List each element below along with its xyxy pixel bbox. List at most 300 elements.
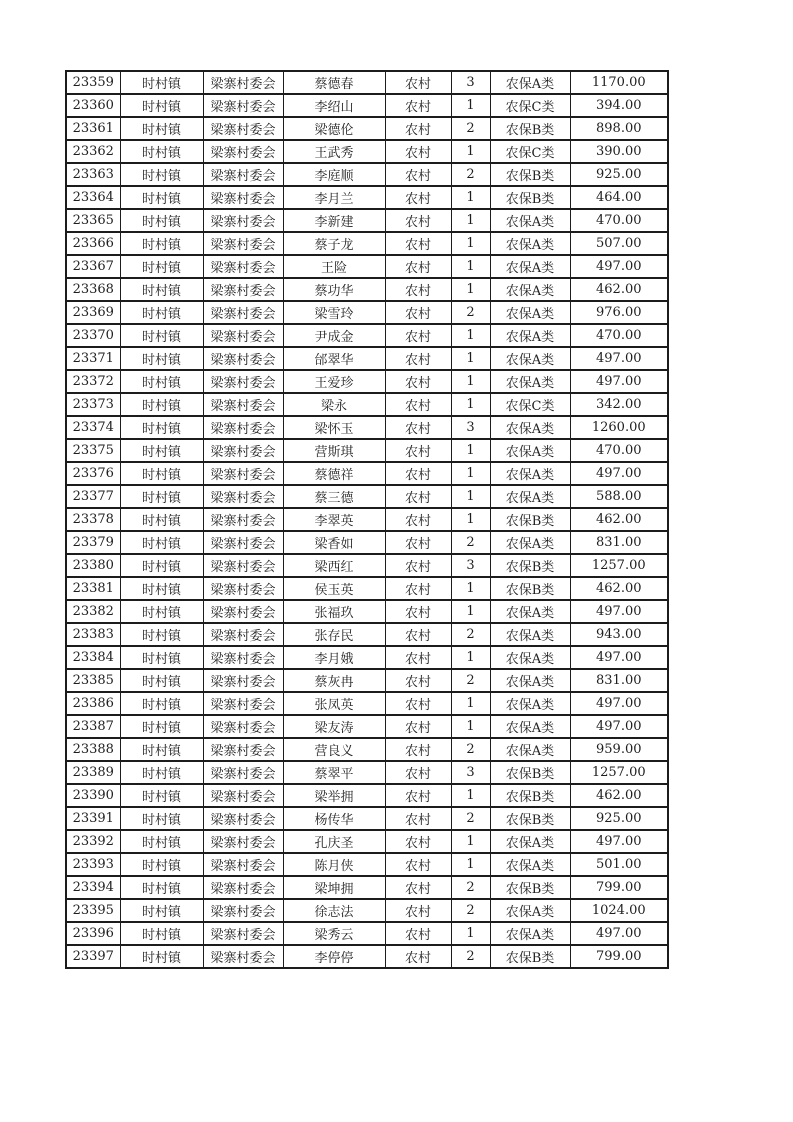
cell-name: 邰翠华 [283,347,385,370]
cell-amount: 925.00 [570,163,668,186]
table-row [66,301,668,324]
cell-name: 梁香如 [283,531,385,554]
table-row [66,669,668,692]
cell-village_committee: 梁寨村委会 [203,738,283,761]
cell-headcount: 1 [451,577,490,600]
cell-serial_no: 23368 [66,278,120,301]
cell-headcount: 3 [451,761,490,784]
cell-amount: 497.00 [570,922,668,945]
cell-town: 时村镇 [120,623,203,646]
cell-town: 时村镇 [120,784,203,807]
cell-village_committee: 梁寨村委会 [203,554,283,577]
cell-headcount: 3 [451,554,490,577]
cell-town: 时村镇 [120,830,203,853]
cell-serial_no: 23370 [66,324,120,347]
cell-insurance_category: 农保B类 [490,577,570,600]
cell-residence_type: 农村 [385,807,451,830]
cell-village_committee: 梁寨村委会 [203,623,283,646]
cell-town: 时村镇 [120,416,203,439]
cell-insurance_category: 农保A类 [490,600,570,623]
cell-town: 时村镇 [120,462,203,485]
cell-village_committee: 梁寨村委会 [203,807,283,830]
cell-headcount: 2 [451,531,490,554]
cell-residence_type: 农村 [385,71,451,94]
cell-headcount: 1 [451,784,490,807]
cell-amount: 462.00 [570,577,668,600]
table-row [66,393,668,416]
cell-name: 梁永 [283,393,385,416]
cell-residence_type: 农村 [385,209,451,232]
cell-village_committee: 梁寨村委会 [203,71,283,94]
table-row [66,163,668,186]
cell-insurance_category: 农保A类 [490,485,570,508]
table-row [66,853,668,876]
cell-town: 时村镇 [120,945,203,968]
table-row [66,531,668,554]
cell-town: 时村镇 [120,324,203,347]
cell-headcount: 1 [451,393,490,416]
cell-serial_no: 23367 [66,255,120,278]
cell-residence_type: 农村 [385,163,451,186]
cell-name: 蔡翠平 [283,761,385,784]
cell-name: 陈月侠 [283,853,385,876]
cell-headcount: 2 [451,623,490,646]
cell-insurance_category: 农保A类 [490,669,570,692]
cell-amount: 497.00 [570,255,668,278]
cell-town: 时村镇 [120,807,203,830]
table-row [66,692,668,715]
cell-insurance_category: 农保A类 [490,692,570,715]
cell-serial_no: 23378 [66,508,120,531]
cell-village_committee: 梁寨村委会 [203,301,283,324]
table-row [66,646,668,669]
table-row [66,117,668,140]
cell-headcount: 1 [451,278,490,301]
cell-insurance_category: 农保A类 [490,209,570,232]
cell-residence_type: 农村 [385,439,451,462]
cell-name: 李月娥 [283,646,385,669]
cell-serial_no: 23372 [66,370,120,393]
cell-name: 张福玖 [283,600,385,623]
cell-amount: 1257.00 [570,761,668,784]
cell-village_committee: 梁寨村委会 [203,209,283,232]
table-row [66,623,668,646]
cell-headcount: 3 [451,71,490,94]
cell-serial_no: 23361 [66,117,120,140]
cell-town: 时村镇 [120,692,203,715]
cell-village_committee: 梁寨村委会 [203,531,283,554]
cell-amount: 462.00 [570,508,668,531]
table-row [66,715,668,738]
cell-serial_no: 23393 [66,853,120,876]
table-row [66,945,668,968]
cell-name: 张存民 [283,623,385,646]
cell-town: 时村镇 [120,140,203,163]
cell-serial_no: 23396 [66,922,120,945]
cell-town: 时村镇 [120,393,203,416]
cell-residence_type: 农村 [385,508,451,531]
cell-residence_type: 农村 [385,600,451,623]
cell-residence_type: 农村 [385,232,451,255]
cell-insurance_category: 农保A类 [490,232,570,255]
cell-village_committee: 梁寨村委会 [203,715,283,738]
cell-village_committee: 梁寨村委会 [203,255,283,278]
cell-headcount: 2 [451,669,490,692]
cell-amount: 464.00 [570,186,668,209]
cell-name: 杨传华 [283,807,385,830]
cell-name: 梁举拥 [283,784,385,807]
cell-town: 时村镇 [120,255,203,278]
cell-headcount: 1 [451,462,490,485]
cell-residence_type: 农村 [385,876,451,899]
cell-serial_no: 23389 [66,761,120,784]
cell-name: 梁雪玲 [283,301,385,324]
cell-insurance_category: 农保C类 [490,140,570,163]
cell-amount: 497.00 [570,646,668,669]
cell-name: 王爱珍 [283,370,385,393]
cell-insurance_category: 农保C类 [490,94,570,117]
cell-name: 李月兰 [283,186,385,209]
cell-insurance_category: 农保A类 [490,324,570,347]
cell-headcount: 2 [451,117,490,140]
cell-residence_type: 农村 [385,784,451,807]
table-row [66,600,668,623]
cell-insurance_category: 农保A类 [490,278,570,301]
cell-name: 梁西红 [283,554,385,577]
cell-serial_no: 23373 [66,393,120,416]
cell-name: 李翠英 [283,508,385,531]
table-body [66,71,668,968]
cell-amount: 1024.00 [570,899,668,922]
cell-amount: 497.00 [570,600,668,623]
cell-insurance_category: 农保A类 [490,370,570,393]
cell-town: 时村镇 [120,761,203,784]
cell-name: 李新建 [283,209,385,232]
cell-town: 时村镇 [120,163,203,186]
cell-serial_no: 23371 [66,347,120,370]
cell-serial_no: 23395 [66,899,120,922]
cell-serial_no: 23366 [66,232,120,255]
cell-name: 营良义 [283,738,385,761]
cell-headcount: 2 [451,301,490,324]
cell-amount: 1260.00 [570,416,668,439]
cell-amount: 898.00 [570,117,668,140]
cell-headcount: 1 [451,186,490,209]
table-row [66,278,668,301]
cell-name: 梁友涛 [283,715,385,738]
cell-amount: 799.00 [570,876,668,899]
table-row [66,347,668,370]
cell-residence_type: 农村 [385,117,451,140]
cell-headcount: 1 [451,255,490,278]
cell-amount: 1257.00 [570,554,668,577]
cell-serial_no: 23382 [66,600,120,623]
cell-village_committee: 梁寨村委会 [203,945,283,968]
cell-serial_no: 23363 [66,163,120,186]
cell-name: 孔庆圣 [283,830,385,853]
cell-town: 时村镇 [120,876,203,899]
cell-town: 时村镇 [120,370,203,393]
cell-amount: 497.00 [570,830,668,853]
cell-serial_no: 23376 [66,462,120,485]
cell-amount: 497.00 [570,692,668,715]
cell-village_committee: 梁寨村委会 [203,830,283,853]
cell-name: 蔡三德 [283,485,385,508]
cell-village_committee: 梁寨村委会 [203,140,283,163]
cell-serial_no: 23394 [66,876,120,899]
cell-headcount: 1 [451,370,490,393]
table-row [66,485,668,508]
cell-headcount: 1 [451,485,490,508]
cell-headcount: 1 [451,646,490,669]
cell-village_committee: 梁寨村委会 [203,784,283,807]
cell-village_committee: 梁寨村委会 [203,853,283,876]
cell-residence_type: 农村 [385,462,451,485]
cell-amount: 470.00 [570,439,668,462]
cell-town: 时村镇 [120,232,203,255]
cell-serial_no: 23383 [66,623,120,646]
cell-amount: 925.00 [570,807,668,830]
cell-name: 蔡灰冉 [283,669,385,692]
cell-residence_type: 农村 [385,554,451,577]
cell-residence_type: 农村 [385,738,451,761]
cell-insurance_category: 农保A类 [490,347,570,370]
cell-village_committee: 梁寨村委会 [203,439,283,462]
cell-amount: 943.00 [570,623,668,646]
cell-residence_type: 农村 [385,140,451,163]
cell-insurance_category: 农保A类 [490,301,570,324]
cell-serial_no: 23360 [66,94,120,117]
cell-serial_no: 23390 [66,784,120,807]
cell-insurance_category: 农保A类 [490,255,570,278]
cell-insurance_category: 农保B类 [490,761,570,784]
cell-residence_type: 农村 [385,692,451,715]
cell-headcount: 1 [451,508,490,531]
cell-amount: 497.00 [570,462,668,485]
cell-insurance_category: 农保B类 [490,807,570,830]
cell-amount: 831.00 [570,669,668,692]
table-row [66,416,668,439]
cell-amount: 588.00 [570,485,668,508]
cell-headcount: 1 [451,439,490,462]
pension-roster-table [65,70,669,969]
cell-serial_no: 23387 [66,715,120,738]
table-row [66,508,668,531]
cell-headcount: 1 [451,830,490,853]
cell-village_committee: 梁寨村委会 [203,692,283,715]
cell-town: 时村镇 [120,577,203,600]
cell-residence_type: 农村 [385,370,451,393]
cell-serial_no: 23380 [66,554,120,577]
table-row [66,830,668,853]
cell-town: 时村镇 [120,600,203,623]
cell-village_committee: 梁寨村委会 [203,922,283,945]
table-row [66,232,668,255]
cell-village_committee: 梁寨村委会 [203,232,283,255]
cell-serial_no: 23385 [66,669,120,692]
table-row [66,186,668,209]
cell-residence_type: 农村 [385,301,451,324]
cell-insurance_category: 农保A类 [490,830,570,853]
cell-residence_type: 农村 [385,416,451,439]
cell-name: 徐志法 [283,899,385,922]
cell-village_committee: 梁寨村委会 [203,600,283,623]
cell-residence_type: 农村 [385,347,451,370]
cell-town: 时村镇 [120,554,203,577]
cell-amount: 799.00 [570,945,668,968]
cell-village_committee: 梁寨村委会 [203,324,283,347]
cell-town: 时村镇 [120,301,203,324]
cell-serial_no: 23388 [66,738,120,761]
table-row [66,324,668,347]
cell-town: 时村镇 [120,347,203,370]
cell-town: 时村镇 [120,531,203,554]
cell-town: 时村镇 [120,278,203,301]
table-row [66,94,668,117]
cell-name: 侯玉英 [283,577,385,600]
cell-amount: 976.00 [570,301,668,324]
cell-name: 营斯琪 [283,439,385,462]
cell-residence_type: 农村 [385,94,451,117]
cell-insurance_category: 农保A类 [490,623,570,646]
cell-insurance_category: 农保A类 [490,922,570,945]
cell-amount: 470.00 [570,324,668,347]
cell-amount: 959.00 [570,738,668,761]
cell-town: 时村镇 [120,922,203,945]
table-row [66,462,668,485]
cell-name: 梁秀云 [283,922,385,945]
cell-residence_type: 农村 [385,255,451,278]
cell-headcount: 1 [451,715,490,738]
cell-insurance_category: 农保B类 [490,117,570,140]
cell-village_committee: 梁寨村委会 [203,163,283,186]
table-row [66,922,668,945]
cell-residence_type: 农村 [385,324,451,347]
cell-serial_no: 23377 [66,485,120,508]
cell-amount: 390.00 [570,140,668,163]
cell-insurance_category: 农保B类 [490,554,570,577]
cell-name: 尹成金 [283,324,385,347]
cell-village_committee: 梁寨村委会 [203,117,283,140]
cell-insurance_category: 农保B类 [490,876,570,899]
cell-name: 蔡功华 [283,278,385,301]
cell-village_committee: 梁寨村委会 [203,393,283,416]
cell-amount: 831.00 [570,531,668,554]
cell-town: 时村镇 [120,738,203,761]
cell-residence_type: 农村 [385,853,451,876]
cell-name: 王武秀 [283,140,385,163]
cell-serial_no: 23392 [66,830,120,853]
table-row [66,370,668,393]
cell-town: 时村镇 [120,853,203,876]
cell-insurance_category: 农保A类 [490,853,570,876]
cell-serial_no: 23359 [66,71,120,94]
table-row [66,209,668,232]
cell-insurance_category: 农保B类 [490,163,570,186]
cell-town: 时村镇 [120,646,203,669]
cell-headcount: 2 [451,876,490,899]
cell-headcount: 1 [451,209,490,232]
cell-name: 蔡德祥 [283,462,385,485]
cell-insurance_category: 农保B类 [490,784,570,807]
cell-town: 时村镇 [120,186,203,209]
cell-headcount: 1 [451,600,490,623]
cell-residence_type: 农村 [385,922,451,945]
cell-residence_type: 农村 [385,945,451,968]
cell-insurance_category: 农保A类 [490,439,570,462]
cell-headcount: 1 [451,922,490,945]
cell-village_committee: 梁寨村委会 [203,347,283,370]
cell-headcount: 1 [451,140,490,163]
cell-serial_no: 23375 [66,439,120,462]
cell-amount: 342.00 [570,393,668,416]
table-row [66,71,668,94]
cell-town: 时村镇 [120,117,203,140]
cell-town: 时村镇 [120,899,203,922]
cell-village_committee: 梁寨村委会 [203,485,283,508]
cell-town: 时村镇 [120,209,203,232]
cell-residence_type: 农村 [385,278,451,301]
cell-headcount: 2 [451,807,490,830]
cell-village_committee: 梁寨村委会 [203,186,283,209]
cell-serial_no: 23374 [66,416,120,439]
cell-headcount: 3 [451,416,490,439]
cell-insurance_category: 农保B类 [490,508,570,531]
table-row [66,738,668,761]
table-row [66,876,668,899]
table-row [66,554,668,577]
cell-insurance_category: 农保A类 [490,715,570,738]
cell-name: 梁坤拥 [283,876,385,899]
cell-name: 梁怀玉 [283,416,385,439]
table-row [66,784,668,807]
cell-insurance_category: 农保A类 [490,738,570,761]
cell-town: 时村镇 [120,669,203,692]
cell-headcount: 1 [451,324,490,347]
cell-insurance_category: 农保B类 [490,945,570,968]
cell-residence_type: 农村 [385,830,451,853]
cell-amount: 497.00 [570,347,668,370]
cell-village_committee: 梁寨村委会 [203,370,283,393]
cell-insurance_category: 农保A类 [490,646,570,669]
cell-residence_type: 农村 [385,577,451,600]
cell-residence_type: 农村 [385,899,451,922]
cell-serial_no: 23391 [66,807,120,830]
cell-insurance_category: 农保A类 [490,416,570,439]
cell-serial_no: 23381 [66,577,120,600]
table-row [66,439,668,462]
cell-amount: 497.00 [570,715,668,738]
cell-residence_type: 农村 [385,485,451,508]
cell-residence_type: 农村 [385,531,451,554]
cell-serial_no: 23362 [66,140,120,163]
cell-amount: 462.00 [570,278,668,301]
cell-amount: 1170.00 [570,71,668,94]
cell-headcount: 1 [451,347,490,370]
table-row [66,899,668,922]
table-row [66,577,668,600]
cell-residence_type: 农村 [385,623,451,646]
cell-headcount: 1 [451,692,490,715]
cell-village_committee: 梁寨村委会 [203,899,283,922]
cell-insurance_category: 农保A类 [490,899,570,922]
cell-headcount: 2 [451,738,490,761]
cell-town: 时村镇 [120,715,203,738]
cell-amount: 394.00 [570,94,668,117]
cell-insurance_category: 农保A类 [490,71,570,94]
cell-amount: 501.00 [570,853,668,876]
cell-serial_no: 23386 [66,692,120,715]
